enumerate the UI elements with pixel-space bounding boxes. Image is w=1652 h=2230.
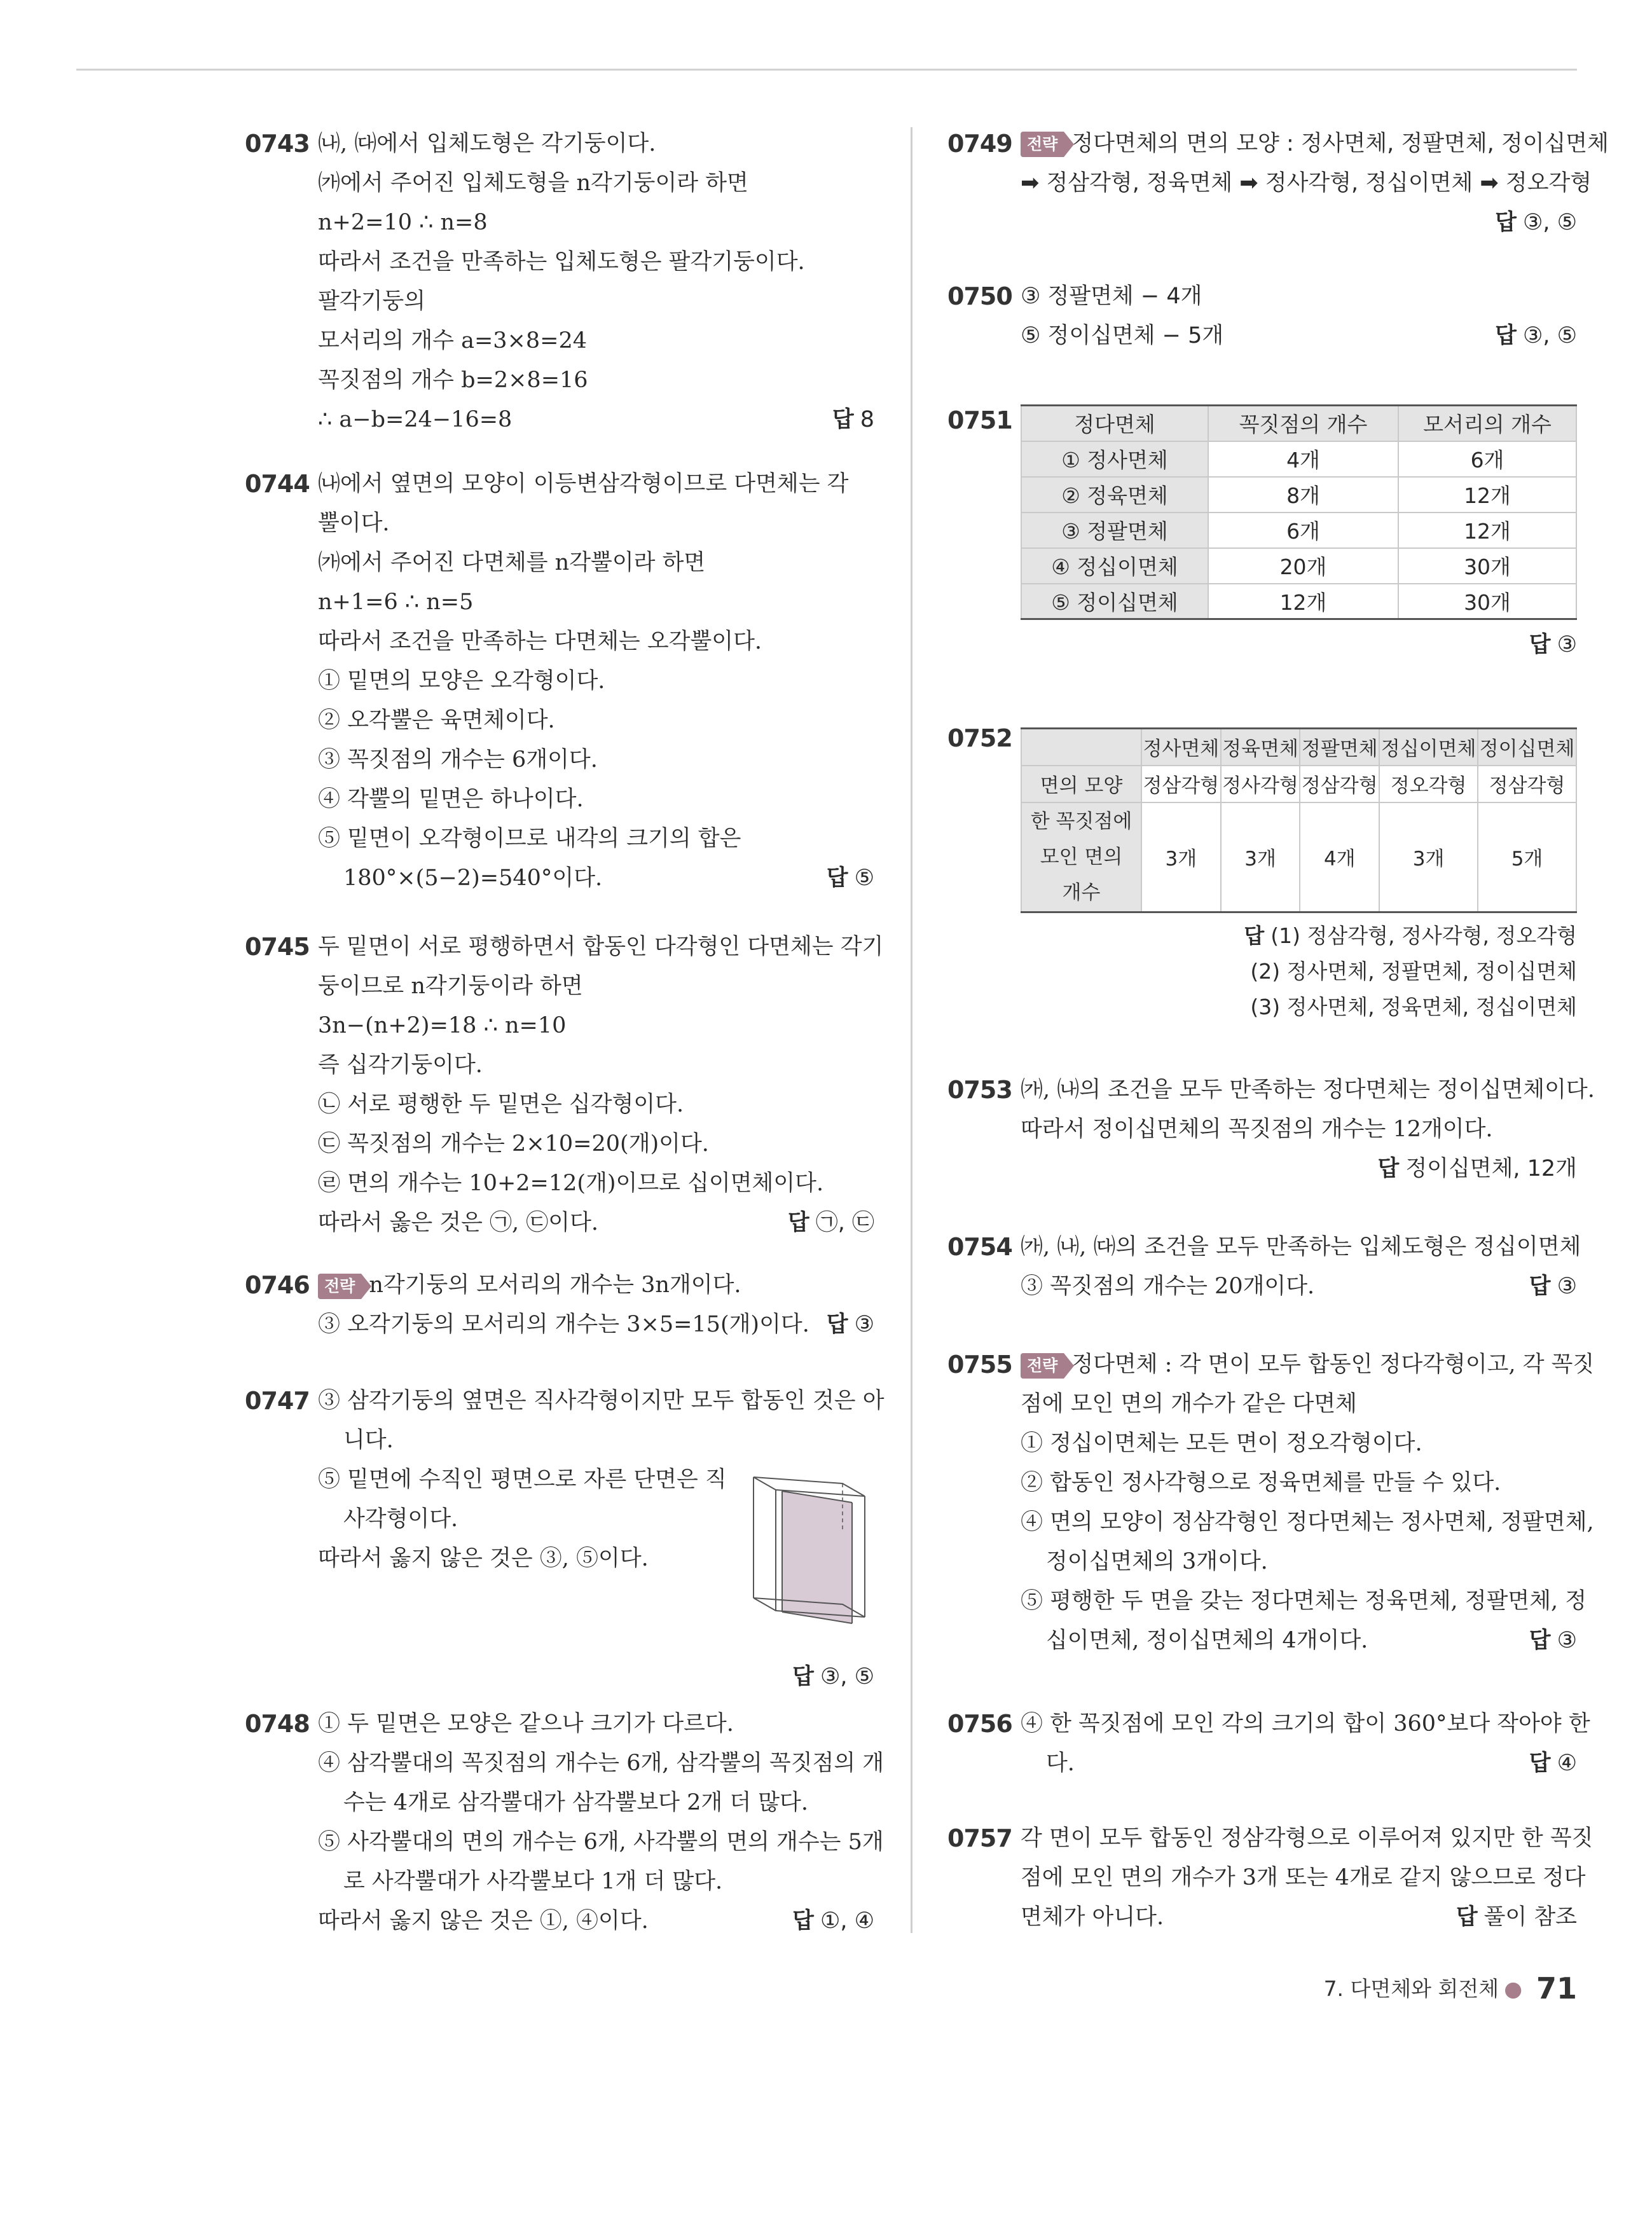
text-line: 따라서 조건을 만족하는 다면체는 오각뿔이다.	[318, 629, 762, 654]
table-row-label: ③ 정팔면체	[1021, 513, 1208, 548]
text-line: 점에 모인 면의 개수가 같은 다면체	[1021, 1391, 1357, 1417]
table-cell: 30개	[1398, 548, 1576, 584]
chapter-title: 7. 다면체와 회전체	[1323, 1976, 1499, 2001]
table-header: 정사면체	[1141, 729, 1221, 766]
table-row-label: ② 정육면체	[1021, 477, 1208, 513]
problem-number: 0744	[245, 470, 310, 498]
text-line: ① 두 밑면은 모양은 같으나 크기가 다르다.	[318, 1711, 734, 1737]
text-line: ㉢ 꼭짓점의 개수는 2×10=20(개)이다.	[318, 1131, 709, 1157]
table-cell: 30개	[1398, 584, 1576, 619]
text-line: 면체가 아니다. 답 풀이 참조	[1021, 1897, 1577, 1937]
answer-block: 답 (1) 정삼각형, 정사각형, 정오각형 (2) 정사면체, 정팔면체, 정이십면체 (3) 정사면체, 정육면체, 정십이면체	[1244, 923, 1577, 1019]
text-line: ④ 면의 모양이 정삼각형인 정다면체는 정사면체, 정팔면체,	[1021, 1510, 1594, 1535]
table-header	[1021, 729, 1141, 766]
answer: 답 ⑤	[826, 865, 874, 891]
table-row	[1021, 584, 1576, 619]
text-line: 십이면체, 정이십면체의 4개이다. 답 ③	[1021, 1621, 1577, 1660]
problem-number: 0754	[947, 1233, 1012, 1261]
text-line: 따라서 옳지 않은 것은 ③, ⑤이다.	[318, 1546, 649, 1571]
text-line: ㈎에서 주어진 다면체를 n각뿔이라 하면	[318, 550, 706, 575]
table-cell: 정오각형	[1379, 766, 1478, 802]
table-row-label: ⑤ 정이십면체	[1021, 584, 1208, 619]
problem-number: 0755	[947, 1351, 1012, 1379]
problem-number: 0743	[245, 130, 310, 158]
text-line: 수는 4개로 삼각뿔대가 삼각뿔보다 2개 더 많다.	[343, 1790, 808, 1815]
text-line: ∴ a−b=24−16=8 답 8	[318, 400, 874, 439]
problem-number: 0757	[947, 1824, 1012, 1852]
page-number: 71	[1536, 1971, 1577, 2006]
text-line: n+2=10 ∴ n=8	[318, 210, 488, 235]
text-line: 둥이므로 n각기둥이라 하면	[318, 974, 583, 999]
text-line: 따라서 정이십면체의 꼭짓점의 개수는 12개이다.	[1021, 1117, 1493, 1142]
problem-number: 0752	[947, 724, 1012, 752]
table-cell: 12개	[1208, 584, 1398, 619]
text-line: ① 밑면의 모양은 오각형이다.	[318, 668, 605, 694]
answer: 답 ①, ④	[792, 1908, 874, 1934]
text-line: ⑤ 사각뿔대의 면의 개수는 6개, 사각뿔의 면의 개수는 5개	[318, 1829, 884, 1855]
answer: 답 ③, ⑤	[1495, 210, 1577, 235]
column-divider	[911, 127, 912, 1933]
text-line: ㈏, ㈐에서 입체도형은 각기둥이다.	[318, 131, 656, 156]
text-line: ② 오각뿔은 육면체이다.	[318, 708, 555, 733]
table-cell: 3개	[1379, 802, 1478, 912]
table-cell: 정사각형	[1221, 766, 1300, 802]
text-line: ④ 삼각뿔대의 꼭짓점의 개수는 6개, 삼각뿔의 꼭짓점의 개	[318, 1751, 885, 1776]
table-row	[1021, 548, 1576, 584]
problem-number: 0746	[245, 1271, 310, 1299]
strategy-badge: 전략	[318, 1274, 361, 1299]
text-line: ⑤ 밑면에 수직인 평면으로 자른 단면은 직	[318, 1467, 727, 1492]
table-header: 정이십면체	[1478, 729, 1576, 766]
text-line: 전략 n각기둥의 모서리의 개수는 3n개이다.	[318, 1265, 874, 1305]
table-cell: 6개	[1208, 513, 1398, 548]
table-cell: 4개	[1208, 441, 1398, 477]
problem-number: 0747	[245, 1387, 310, 1415]
text-line: ② 합동인 정사각형으로 정육면체를 만들 수 있다.	[1021, 1470, 1501, 1496]
text-line: 따라서 옳은 것은 ㉠, ㉢이다. 답 ㉠, ㉢	[318, 1203, 874, 1242]
answer: 답 ③	[1529, 1628, 1577, 1653]
problem-number: 0751	[947, 406, 1012, 434]
text-line: ⑤ 평행한 두 면을 갖는 정다면체는 정육면체, 정팔면체, 정	[1021, 1588, 1587, 1614]
top-rule	[76, 69, 1577, 71]
text-line: 다. 답 ④	[1021, 1744, 1577, 1783]
answer: 답 ③	[1529, 1274, 1577, 1299]
problem-number: 0753	[947, 1076, 1012, 1104]
answer: 답 ④	[1529, 1751, 1577, 1776]
text-line: 따라서 옳지 않은 것은 ①, ④이다. 답 ①, ④	[318, 1901, 874, 1941]
text-line: ③ 꼭짓점의 개수는 20개이다. 답 ③	[1021, 1267, 1577, 1306]
text-line: 따라서 조건을 만족하는 입체도형은 팔각기둥이다.	[318, 249, 805, 275]
text-line: ㈏에서 옆면의 모양이 이등변삼각형이므로 다면체는 각	[318, 471, 849, 497]
text-line: 로 사각뿔대가 사각뿔보다 1개 더 많다.	[343, 1869, 723, 1894]
problem-number: 0750	[947, 282, 1012, 310]
text-line: ㈎, ㈏의 조건을 모두 만족하는 정다면체는 정이십면체이다.	[1021, 1077, 1595, 1103]
table-cell: 12개	[1398, 513, 1576, 548]
table-cell: 3개	[1141, 802, 1221, 912]
table-0751	[1021, 404, 1577, 620]
table-row-label: ① 정사면체	[1021, 441, 1208, 477]
table-cell: 8개	[1208, 477, 1398, 513]
page-footer: 7. 다면체와 회전체 ● 71	[1323, 1971, 1577, 2006]
answer: 답 ③	[826, 1312, 874, 1337]
text-line: 180°×(5−2)=540°이다. 답 ⑤	[318, 858, 874, 898]
text-line: ① 정십이면체는 모든 면이 정오각형이다.	[1021, 1431, 1422, 1456]
answer: 답 풀이 참조	[1456, 1904, 1577, 1930]
text-line: ⑤ 정이십면체 − 5개 답 ③, ⑤	[1021, 316, 1577, 355]
text-line: ㈎, ㈏, ㈐의 조건을 모두 만족하는 입체도형은 정십이면체	[1021, 1234, 1581, 1260]
text-line: n+1=6 ∴ n=5	[318, 589, 474, 615]
text-line: ㉣ 면의 개수는 10+2=12(개)이므로 십이면체이다.	[318, 1171, 824, 1196]
table-row	[1021, 477, 1576, 513]
table-row-label: ④ 정십이면체	[1021, 548, 1208, 584]
strategy-badge: 전략	[1021, 132, 1064, 157]
table-header: 정팔면체	[1300, 729, 1379, 766]
answer: 답 ③, ⑤	[1495, 323, 1577, 348]
table-row-label: 한 꼭짓점에 모인 면의 개수	[1021, 802, 1141, 912]
text-line: 꼭짓점의 개수 b=2×8=16	[318, 368, 588, 393]
table-cell: 6개	[1398, 441, 1576, 477]
text-line	[1021, 203, 1577, 242]
text-line: ③ 꼭짓점의 개수는 6개이다.	[318, 747, 598, 773]
text-line: 사각형이다.	[343, 1506, 458, 1532]
text-line: 각 면이 모두 합동인 정삼각형으로 이루어져 있지만 한 꼭짓	[1021, 1826, 1593, 1851]
table-cell: 정삼각형	[1478, 766, 1576, 802]
text-line: 정이십면체의 3개이다.	[1046, 1549, 1268, 1574]
text-line: 점에 모인 면의 개수가 3개 또는 4개로 같지 않으므로 정다	[1021, 1865, 1586, 1890]
table-row	[1021, 513, 1576, 548]
table-row	[1021, 441, 1576, 477]
text-line: 모서리의 개수 a=3×8=24	[318, 328, 588, 354]
text-line: ④ 한 꼭짓점에 모인 각의 크기의 합이 360°보다 작아야 한	[1021, 1711, 1590, 1737]
answer: 답 ③	[1529, 632, 1577, 657]
answer: 답 정이십면체, 12개	[1377, 1156, 1577, 1181]
text-line: 뿔이다.	[318, 511, 390, 536]
text-line	[318, 1657, 874, 1697]
table-cell: 20개	[1208, 548, 1398, 584]
prism-section-figure	[747, 1472, 871, 1644]
table-row-label: 면의 모양	[1021, 766, 1141, 802]
problem-number: 0756	[947, 1710, 1012, 1738]
table-0752	[1021, 727, 1577, 913]
text-line: 니다.	[343, 1428, 394, 1453]
text-line: ③ 삼각기둥의 옆면은 직사각형이지만 모두 합동인 것은 아	[318, 1388, 885, 1414]
text-line: 두 밑면이 서로 평행하면서 합동인 다각형인 다면체는 각기	[318, 934, 884, 960]
table-cell: 3개	[1221, 802, 1300, 912]
table-header: 정다면체	[1021, 406, 1208, 441]
text-line: ④ 각뿔의 밑면은 하나이다.	[318, 787, 584, 812]
text-line: 전략 정다면체의 면의 모양 : 정사면체, 정팔면체, 정이십면체	[1021, 124, 1577, 163]
table-cell: 4개	[1300, 802, 1379, 912]
problem-number: 0748	[245, 1710, 310, 1738]
table-header: 정십이면체	[1379, 729, 1478, 766]
strategy-badge: 전략	[1021, 1353, 1064, 1379]
text-line: ③ 정팔면체 − 4개	[1021, 284, 1202, 309]
answer: 답 ③, ⑤	[792, 1664, 874, 1690]
answer: 답 ㉠, ㉢	[787, 1210, 874, 1235]
table-cell: 정삼각형	[1141, 766, 1221, 802]
answer: 답 8	[832, 407, 874, 432]
text-line: ⑤ 밑면이 오각형이므로 내각의 크기의 합은	[318, 826, 741, 851]
text-line: 팔각기둥의	[318, 289, 426, 314]
table-header: 모서리의 개수	[1398, 406, 1576, 441]
table-header: 꼭짓점의 개수	[1208, 406, 1398, 441]
text-line	[1021, 1149, 1577, 1188]
table-cell: 5개	[1478, 802, 1576, 912]
problem-number: 0745	[245, 933, 310, 961]
table-cell: 정삼각형	[1300, 766, 1379, 802]
problem-number: 0749	[947, 130, 1012, 158]
text-line: ㉡ 서로 평행한 두 밑면은 십각형이다.	[318, 1092, 684, 1117]
text-line: ③ 오각기둥의 모서리의 개수는 3×5=15(개)이다. 답 ③	[318, 1305, 874, 1344]
text-line: 즉 십각기둥이다.	[318, 1052, 483, 1078]
table-header: 정육면체	[1221, 729, 1300, 766]
table-cell: 12개	[1398, 477, 1576, 513]
text-line: 3n−(n+2)=18 ∴ n=10	[318, 1013, 567, 1038]
text-line: ➡ 정삼각형, 정육면체 ➡ 정사각형, 정십이면체 ➡ 정오각형	[1021, 170, 1592, 196]
text-line: ㈎에서 주어진 입체도형을 n각기둥이라 하면	[318, 170, 748, 196]
text-line: 전략 정다면체 : 각 면이 모두 합동인 정다각형이고, 각 꼭짓	[1021, 1345, 1577, 1384]
